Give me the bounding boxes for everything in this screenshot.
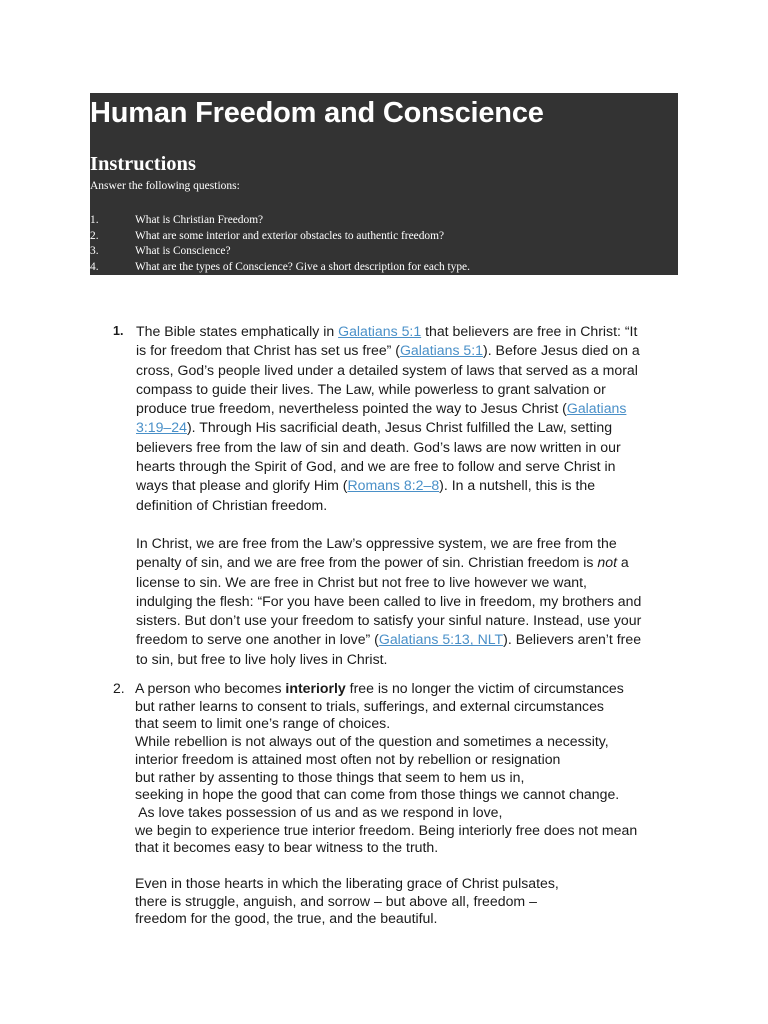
galatians-3-19-link-cont[interactable]: 3:19–24 [136,419,187,436]
question-text: What is Christian Freedom? [135,214,264,226]
question-item [90,260,470,276]
instructions-heading: Instructions [90,153,196,175]
document-title: Human Freedom and Conscience [90,97,544,129]
answer-2-number: 2. [113,680,125,696]
galatians-5-1-link-2[interactable]: Galatians 5:1 [399,342,484,359]
question-text: What are some interior and exterior obstacles to authentic freedom? [135,229,444,242]
question-number: 2. [90,229,99,242]
galatians-3-19-link[interactable]: Galatians [566,400,627,417]
answer-2-paragraph-1: A person who becomes interiorly free is no longer the victim of circumstances but rather learns to consent to trials, sufferings, and external circumstances that seem to limit one’s range of choices. While rebellion is not always out of the question and sometimes a necessity, interior freedom is attained most often not by rebellion or resignation but rather by assenting to those things that seem to hem us in, seeking in hope the good that can come from those things we cannot change. As love takes possession of us and as we respond in love, we begin to experience true interior freedom. Being interiorly free does not mean that it becomes easy to bear witness to the truth. [135,680,638,856]
question-list [90,213,470,275]
galatians-5-1-link[interactable]: Galatians 5:1 [338,323,422,339]
answer-2-paragraph-2: Even in those hearts in which the liberating grace of Christ pulsates, there is struggle, anguish, and sorrow – but above all, freedom – freedom for the good, the true, and the beautiful. [135,875,559,927]
question-item [90,229,470,245]
question-text: What are the types of Conscience? Give a short description for each type. [135,260,470,273]
question-number: 1. [90,214,99,226]
answer-1-paragraph-1: The Bible states emphatically in Galatians 5:1 that believers are free in Christ: “It is for freedom that Christ has set us free” (Galatians 5:1). Before Jesus died on a cross, God’s people lived under a detailed system of laws that served as a moral compass to guide their lives. The Law, while powerless to grant salvation or produce true freedom, nevertheless pointed the way to Jesus Christ (Galatians 3:19–24). Through His sacrificial death, Jesus Christ fulfilled the Law, setting believers free from the law of sin and death. God’s laws are now written in our hearts through the Spirit of God, and we are free to follow and serve Christ in ways that please and glorify Him (Romans 8:2–8). In a nutshell, this is the definition of Christian freedom. [136,323,640,513]
question-item [90,244,470,260]
galatians-5-13-link[interactable]: Galatians 5:13, NLT [378,631,504,648]
question-number: 4. [90,260,99,273]
answer-1-paragraph-2: In Christ, we are free from the Law’s oppressive system, we are free from the penalty of sin, and we are free from the power of sin. Christian freedom is not a license to sin. We are free in Christ but not free to live however we want, indulging the flesh: “For you have been called to live in freedom, my brothers and sisters. But don’t use your freedom to satisfy your sinful nature. Instead, use your freedom to serve one another in love” (Galatians 5:13, NLT). Believers aren’t free to sin, but free to live holy lives in Christ. [136,535,642,667]
instructions-text: Answer the following questions: [90,180,240,192]
answer-1-number: 1. [113,324,124,338]
romans-8-2-link[interactable]: Romans 8:2–8 [347,477,440,494]
question-item [90,213,470,229]
instructions-header-box [90,93,678,275]
question-number: 3. [90,245,99,257]
question-text: What is Conscience? [135,245,231,257]
